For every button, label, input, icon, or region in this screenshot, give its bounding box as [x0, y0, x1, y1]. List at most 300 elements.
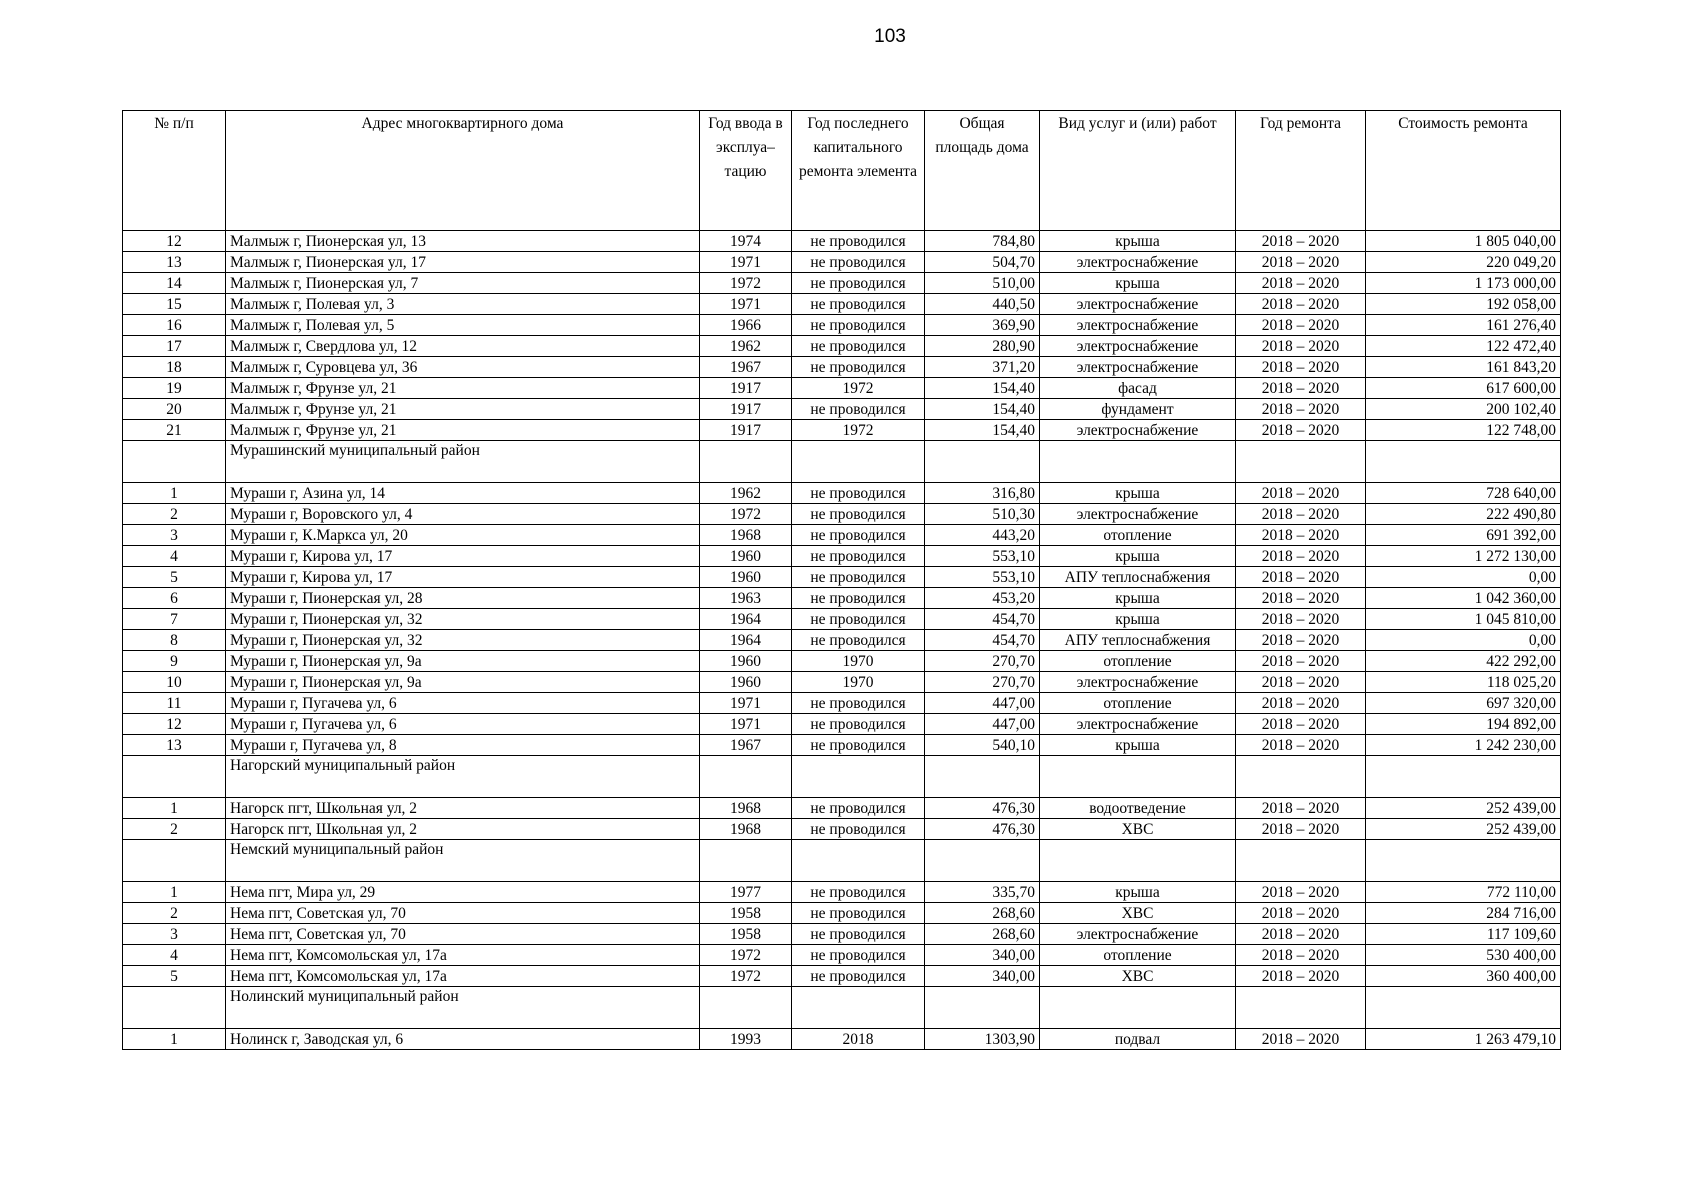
cell-cost: 252 439,00: [1366, 819, 1561, 840]
empty-cell: [1236, 756, 1366, 798]
cell-last-repair: не проводился: [792, 903, 925, 924]
cell-cost: 1 042 360,00: [1366, 588, 1561, 609]
table-row: [123, 798, 1561, 819]
district-row: [123, 987, 1561, 1029]
cell-period: 2018 – 2020: [1236, 567, 1366, 588]
cell-num: 19: [123, 378, 226, 399]
table-row: [123, 924, 1561, 945]
cell-year: 1974: [700, 231, 792, 252]
cell-year: 1971: [700, 294, 792, 315]
cell-work: электроснабжение: [1040, 357, 1236, 378]
cell-area: 340,00: [925, 945, 1040, 966]
cell-num: 21: [123, 420, 226, 441]
cell-year: 1972: [700, 504, 792, 525]
cell-address: Мураши г, Пионерская ул, 32: [226, 630, 700, 651]
cell-address: Малмыж г, Суровцева ул, 36: [226, 357, 700, 378]
cell-num: 7: [123, 609, 226, 630]
cell-last-repair: не проводился: [792, 630, 925, 651]
cell-area: 784,80: [925, 231, 1040, 252]
cell-period: 2018 – 2020: [1236, 336, 1366, 357]
empty-cell: [1366, 987, 1561, 1029]
empty-cell: [123, 840, 226, 882]
cell-cost: 284 716,00: [1366, 903, 1561, 924]
table-row: [123, 273, 1561, 294]
cell-year: 1958: [700, 903, 792, 924]
empty-cell: [123, 756, 226, 798]
empty-cell: [925, 756, 1040, 798]
cell-area: 1303,90: [925, 1029, 1040, 1050]
cell-cost: 1 272 130,00: [1366, 546, 1561, 567]
cell-last-repair: не проводился: [792, 525, 925, 546]
cell-address: Нема пгт, Советская ул, 70: [226, 903, 700, 924]
repair-registry-table: [122, 110, 1561, 1050]
header-area: Общая площадь дома: [925, 111, 1040, 231]
cell-address: Нема пгт, Комсомольская ул, 17а: [226, 966, 700, 987]
cell-period: 2018 – 2020: [1236, 546, 1366, 567]
cell-work: электроснабжение: [1040, 420, 1236, 441]
cell-area: 447,00: [925, 714, 1040, 735]
cell-address: Нема пгт, Советская ул, 70: [226, 924, 700, 945]
table-row: [123, 315, 1561, 336]
cell-year: 1968: [700, 798, 792, 819]
cell-area: 510,30: [925, 504, 1040, 525]
cell-year: 1972: [700, 966, 792, 987]
cell-cost: 530 400,00: [1366, 945, 1561, 966]
district-name: Нагорский муниципальный район: [226, 756, 700, 798]
cell-address: Мураши г, Пионерская ул, 28: [226, 588, 700, 609]
cell-address: Мураши г, Воровского ул, 4: [226, 504, 700, 525]
cell-address: Мураши г, К.Маркса ул, 20: [226, 525, 700, 546]
cell-last-repair: не проводился: [792, 819, 925, 840]
cell-work: электроснабжение: [1040, 336, 1236, 357]
cell-num: 4: [123, 546, 226, 567]
table-row: [123, 231, 1561, 252]
cell-year: 1964: [700, 609, 792, 630]
cell-last-repair: не проводился: [792, 693, 925, 714]
empty-cell: [1366, 441, 1561, 483]
cell-last-repair: 1972: [792, 378, 925, 399]
cell-year: 1960: [700, 672, 792, 693]
table-row: [123, 378, 1561, 399]
table-row: [123, 882, 1561, 903]
cell-cost: 222 490,80: [1366, 504, 1561, 525]
cell-cost: 697 320,00: [1366, 693, 1561, 714]
cell-last-repair: 2018: [792, 1029, 925, 1050]
cell-address: Мураши г, Азина ул, 14: [226, 483, 700, 504]
cell-work: электроснабжение: [1040, 672, 1236, 693]
cell-area: 268,60: [925, 903, 1040, 924]
table-row: [123, 252, 1561, 273]
empty-cell: [925, 840, 1040, 882]
cell-year: 1958: [700, 924, 792, 945]
cell-last-repair: не проводился: [792, 294, 925, 315]
cell-cost: 617 600,00: [1366, 378, 1561, 399]
empty-cell: [700, 756, 792, 798]
cell-year: 1993: [700, 1029, 792, 1050]
empty-cell: [1366, 756, 1561, 798]
empty-cell: [123, 987, 226, 1029]
cell-year: 1917: [700, 399, 792, 420]
district-name: Нолинский муниципальный район: [226, 987, 700, 1029]
cell-num: 17: [123, 336, 226, 357]
cell-area: 440,50: [925, 294, 1040, 315]
cell-address: Мураши г, Пионерская ул, 9а: [226, 672, 700, 693]
cell-area: 270,70: [925, 651, 1040, 672]
cell-last-repair: не проводился: [792, 567, 925, 588]
cell-year: 1962: [700, 336, 792, 357]
cell-work: электроснабжение: [1040, 714, 1236, 735]
cell-area: 453,20: [925, 588, 1040, 609]
empty-cell: [792, 756, 925, 798]
cell-last-repair: не проводился: [792, 966, 925, 987]
cell-address: Малмыж г, Фрунзе ул, 21: [226, 399, 700, 420]
table-row: [123, 966, 1561, 987]
district-name: Немский муниципальный район: [226, 840, 700, 882]
cell-num: 9: [123, 651, 226, 672]
cell-num: 1: [123, 483, 226, 504]
empty-cell: [792, 441, 925, 483]
table-row: [123, 714, 1561, 735]
cell-cost: 772 110,00: [1366, 882, 1561, 903]
cell-year: 1968: [700, 819, 792, 840]
cell-last-repair: не проводился: [792, 609, 925, 630]
table-row: [123, 525, 1561, 546]
cell-period: 2018 – 2020: [1236, 609, 1366, 630]
cell-cost: 118 025,20: [1366, 672, 1561, 693]
cell-cost: 1 045 810,00: [1366, 609, 1561, 630]
cell-num: 13: [123, 252, 226, 273]
empty-cell: [1040, 441, 1236, 483]
cell-area: 154,40: [925, 378, 1040, 399]
cell-year: 1971: [700, 714, 792, 735]
cell-period: 2018 – 2020: [1236, 588, 1366, 609]
cell-cost: 161 843,20: [1366, 357, 1561, 378]
table-row: [123, 903, 1561, 924]
cell-area: 476,30: [925, 798, 1040, 819]
cell-num: 5: [123, 567, 226, 588]
cell-area: 454,70: [925, 609, 1040, 630]
cell-cost: 0,00: [1366, 567, 1561, 588]
cell-num: 14: [123, 273, 226, 294]
cell-year: 1971: [700, 252, 792, 273]
cell-work: электроснабжение: [1040, 252, 1236, 273]
cell-num: 12: [123, 231, 226, 252]
table-row: [123, 945, 1561, 966]
cell-work: электроснабжение: [1040, 294, 1236, 315]
cell-period: 2018 – 2020: [1236, 672, 1366, 693]
cell-last-repair: 1972: [792, 420, 925, 441]
table-row: [123, 693, 1561, 714]
cell-address: Малмыж г, Полевая ул, 3: [226, 294, 700, 315]
cell-period: 2018 – 2020: [1236, 399, 1366, 420]
cell-work: крыша: [1040, 882, 1236, 903]
table-row: [123, 294, 1561, 315]
table-row: [123, 504, 1561, 525]
empty-cell: [925, 987, 1040, 1029]
cell-cost: 161 276,40: [1366, 315, 1561, 336]
cell-last-repair: не проводился: [792, 714, 925, 735]
cell-work: крыша: [1040, 273, 1236, 294]
cell-num: 11: [123, 693, 226, 714]
table-row: [123, 420, 1561, 441]
cell-area: 371,20: [925, 357, 1040, 378]
cell-work: ХВС: [1040, 903, 1236, 924]
cell-work: отопление: [1040, 651, 1236, 672]
cell-period: 2018 – 2020: [1236, 798, 1366, 819]
cell-last-repair: не проводился: [792, 945, 925, 966]
table-row: [123, 609, 1561, 630]
cell-work: крыша: [1040, 483, 1236, 504]
cell-period: 2018 – 2020: [1236, 420, 1366, 441]
cell-address: Мураши г, Кирова ул, 17: [226, 546, 700, 567]
header-address: Адрес многоквартирного дома: [226, 111, 700, 231]
cell-cost: 194 892,00: [1366, 714, 1561, 735]
cell-area: 316,80: [925, 483, 1040, 504]
cell-work: крыша: [1040, 588, 1236, 609]
cell-address: Нолинск г, Заводская ул, 6: [226, 1029, 700, 1050]
header-row: [123, 111, 1561, 231]
cell-period: 2018 – 2020: [1236, 903, 1366, 924]
cell-last-repair: не проводился: [792, 588, 925, 609]
cell-period: 2018 – 2020: [1236, 651, 1366, 672]
cell-last-repair: 1970: [792, 651, 925, 672]
cell-address: Нагорск пгт, Школьная ул, 2: [226, 798, 700, 819]
empty-cell: [1040, 840, 1236, 882]
cell-num: 3: [123, 924, 226, 945]
cell-work: ХВС: [1040, 966, 1236, 987]
cell-year: 1960: [700, 651, 792, 672]
cell-year: 1967: [700, 357, 792, 378]
table-row: [123, 630, 1561, 651]
cell-address: Мураши г, Пионерская ул, 32: [226, 609, 700, 630]
cell-address: Мураши г, Пионерская ул, 9а: [226, 651, 700, 672]
cell-address: Малмыж г, Пионерская ул, 13: [226, 231, 700, 252]
cell-address: Нема пгт, Мира ул, 29: [226, 882, 700, 903]
cell-cost: 252 439,00: [1366, 798, 1561, 819]
table-row: [123, 651, 1561, 672]
cell-year: 1977: [700, 882, 792, 903]
cell-last-repair: не проводился: [792, 882, 925, 903]
empty-cell: [1236, 441, 1366, 483]
cell-area: 280,90: [925, 336, 1040, 357]
cell-cost: 1 263 479,10: [1366, 1029, 1561, 1050]
cell-year: 1962: [700, 483, 792, 504]
cell-num: 2: [123, 903, 226, 924]
cell-period: 2018 – 2020: [1236, 1029, 1366, 1050]
cell-last-repair: не проводился: [792, 336, 925, 357]
cell-work: электроснабжение: [1040, 924, 1236, 945]
header-last-repair: Год последнего капитального ремонта элемента: [792, 111, 925, 231]
empty-cell: [925, 441, 1040, 483]
cell-period: 2018 – 2020: [1236, 714, 1366, 735]
cell-area: 447,00: [925, 693, 1040, 714]
cell-area: 270,70: [925, 672, 1040, 693]
empty-cell: [1040, 756, 1236, 798]
cell-last-repair: не проводился: [792, 252, 925, 273]
cell-area: 268,60: [925, 924, 1040, 945]
empty-cell: [1366, 840, 1561, 882]
cell-address: Мураши г, Пугачева ул, 6: [226, 693, 700, 714]
cell-period: 2018 – 2020: [1236, 252, 1366, 273]
cell-num: 5: [123, 966, 226, 987]
cell-num: 12: [123, 714, 226, 735]
cell-year: 1972: [700, 273, 792, 294]
district-name: Мурашинский муниципальный район: [226, 441, 700, 483]
cell-year: 1966: [700, 315, 792, 336]
cell-work: крыша: [1040, 231, 1236, 252]
cell-period: 2018 – 2020: [1236, 630, 1366, 651]
cell-area: 454,70: [925, 630, 1040, 651]
empty-cell: [700, 441, 792, 483]
cell-period: 2018 – 2020: [1236, 315, 1366, 336]
cell-address: Нагорск пгт, Школьная ул, 2: [226, 819, 700, 840]
header-work: Вид услуг и (или) работ: [1040, 111, 1236, 231]
cell-last-repair: не проводился: [792, 735, 925, 756]
cell-num: 3: [123, 525, 226, 546]
cell-work: фасад: [1040, 378, 1236, 399]
table-header: [123, 111, 1561, 231]
table-row: [123, 735, 1561, 756]
cell-work: электроснабжение: [1040, 504, 1236, 525]
cell-period: 2018 – 2020: [1236, 273, 1366, 294]
cell-year: 1917: [700, 420, 792, 441]
cell-num: 20: [123, 399, 226, 420]
cell-work: подвал: [1040, 1029, 1236, 1050]
cell-year: 1960: [700, 546, 792, 567]
cell-last-repair: не проводился: [792, 924, 925, 945]
cell-cost: 0,00: [1366, 630, 1561, 651]
cell-cost: 360 400,00: [1366, 966, 1561, 987]
table-row: [123, 546, 1561, 567]
cell-last-repair: не проводился: [792, 399, 925, 420]
cell-num: 2: [123, 819, 226, 840]
table-row: [123, 1029, 1561, 1050]
cell-work: АПУ теплоснабжения: [1040, 630, 1236, 651]
cell-area: 335,70: [925, 882, 1040, 903]
cell-period: 2018 – 2020: [1236, 693, 1366, 714]
cell-cost: 122 472,40: [1366, 336, 1561, 357]
cell-year: 1968: [700, 525, 792, 546]
cell-period: 2018 – 2020: [1236, 924, 1366, 945]
header-cost: Стоимость ремонта: [1366, 111, 1561, 231]
cell-cost: 1 242 230,00: [1366, 735, 1561, 756]
empty-cell: [123, 441, 226, 483]
cell-work: отопление: [1040, 693, 1236, 714]
cell-num: 4: [123, 945, 226, 966]
empty-cell: [700, 840, 792, 882]
table-row: [123, 399, 1561, 420]
cell-year: 1971: [700, 693, 792, 714]
cell-work: крыша: [1040, 735, 1236, 756]
empty-cell: [700, 987, 792, 1029]
cell-cost: 117 109,60: [1366, 924, 1561, 945]
cell-cost: 1 805 040,00: [1366, 231, 1561, 252]
cell-num: 13: [123, 735, 226, 756]
cell-year: 1967: [700, 735, 792, 756]
table-body: [123, 231, 1561, 1050]
cell-work: электроснабжение: [1040, 315, 1236, 336]
cell-num: 1: [123, 798, 226, 819]
header-num: № п/п: [123, 111, 226, 231]
cell-work: крыша: [1040, 546, 1236, 567]
cell-last-repair: не проводился: [792, 273, 925, 294]
cell-period: 2018 – 2020: [1236, 525, 1366, 546]
cell-period: 2018 – 2020: [1236, 483, 1366, 504]
cell-year: 1972: [700, 945, 792, 966]
empty-cell: [792, 987, 925, 1029]
cell-year: 1964: [700, 630, 792, 651]
cell-cost: 422 292,00: [1366, 651, 1561, 672]
cell-area: 553,10: [925, 546, 1040, 567]
header-year: Год ввода в эксплуа–тацию: [700, 111, 792, 231]
cell-cost: 220 049,20: [1366, 252, 1561, 273]
cell-period: 2018 – 2020: [1236, 735, 1366, 756]
cell-period: 2018 – 2020: [1236, 231, 1366, 252]
cell-address: Малмыж г, Фрунзе ул, 21: [226, 420, 700, 441]
cell-num: 6: [123, 588, 226, 609]
cell-area: 369,90: [925, 315, 1040, 336]
district-row: [123, 441, 1561, 483]
cell-work: крыша: [1040, 609, 1236, 630]
cell-num: 18: [123, 357, 226, 378]
cell-work: ХВС: [1040, 819, 1236, 840]
cell-area: 476,30: [925, 819, 1040, 840]
cell-address: Нема пгт, Комсомольская ул, 17а: [226, 945, 700, 966]
cell-area: 154,40: [925, 399, 1040, 420]
cell-period: 2018 – 2020: [1236, 882, 1366, 903]
cell-cost: 122 748,00: [1366, 420, 1561, 441]
cell-last-repair: не проводился: [792, 504, 925, 525]
cell-area: 510,00: [925, 273, 1040, 294]
cell-num: 1: [123, 1029, 226, 1050]
empty-cell: [1236, 840, 1366, 882]
cell-last-repair: не проводился: [792, 315, 925, 336]
cell-period: 2018 – 2020: [1236, 357, 1366, 378]
table-row: [123, 336, 1561, 357]
cell-period: 2018 – 2020: [1236, 945, 1366, 966]
cell-cost: 200 102,40: [1366, 399, 1561, 420]
cell-last-repair: не проводился: [792, 483, 925, 504]
cell-num: 15: [123, 294, 226, 315]
cell-cost: 691 392,00: [1366, 525, 1561, 546]
cell-period: 2018 – 2020: [1236, 819, 1366, 840]
empty-cell: [1040, 987, 1236, 1029]
cell-work: отопление: [1040, 525, 1236, 546]
page-number: 103: [874, 26, 906, 47]
cell-num: 10: [123, 672, 226, 693]
cell-work: водоотведение: [1040, 798, 1236, 819]
cell-area: 504,70: [925, 252, 1040, 273]
cell-address: Малмыж г, Полевая ул, 5: [226, 315, 700, 336]
cell-num: 2: [123, 504, 226, 525]
cell-year: 1963: [700, 588, 792, 609]
empty-cell: [792, 840, 925, 882]
cell-address: Мураши г, Кирова ул, 17: [226, 567, 700, 588]
district-row: [123, 756, 1561, 798]
cell-year: 1960: [700, 567, 792, 588]
cell-address: Малмыж г, Пионерская ул, 7: [226, 273, 700, 294]
cell-address: Малмыж г, Фрунзе ул, 21: [226, 378, 700, 399]
cell-last-repair: не проводился: [792, 357, 925, 378]
table-row: [123, 357, 1561, 378]
cell-area: 443,20: [925, 525, 1040, 546]
cell-area: 553,10: [925, 567, 1040, 588]
cell-last-repair: не проводился: [792, 798, 925, 819]
cell-address: Малмыж г, Свердлова ул, 12: [226, 336, 700, 357]
cell-address: Мураши г, Пугачева ул, 6: [226, 714, 700, 735]
cell-cost: 728 640,00: [1366, 483, 1561, 504]
cell-last-repair: не проводился: [792, 546, 925, 567]
